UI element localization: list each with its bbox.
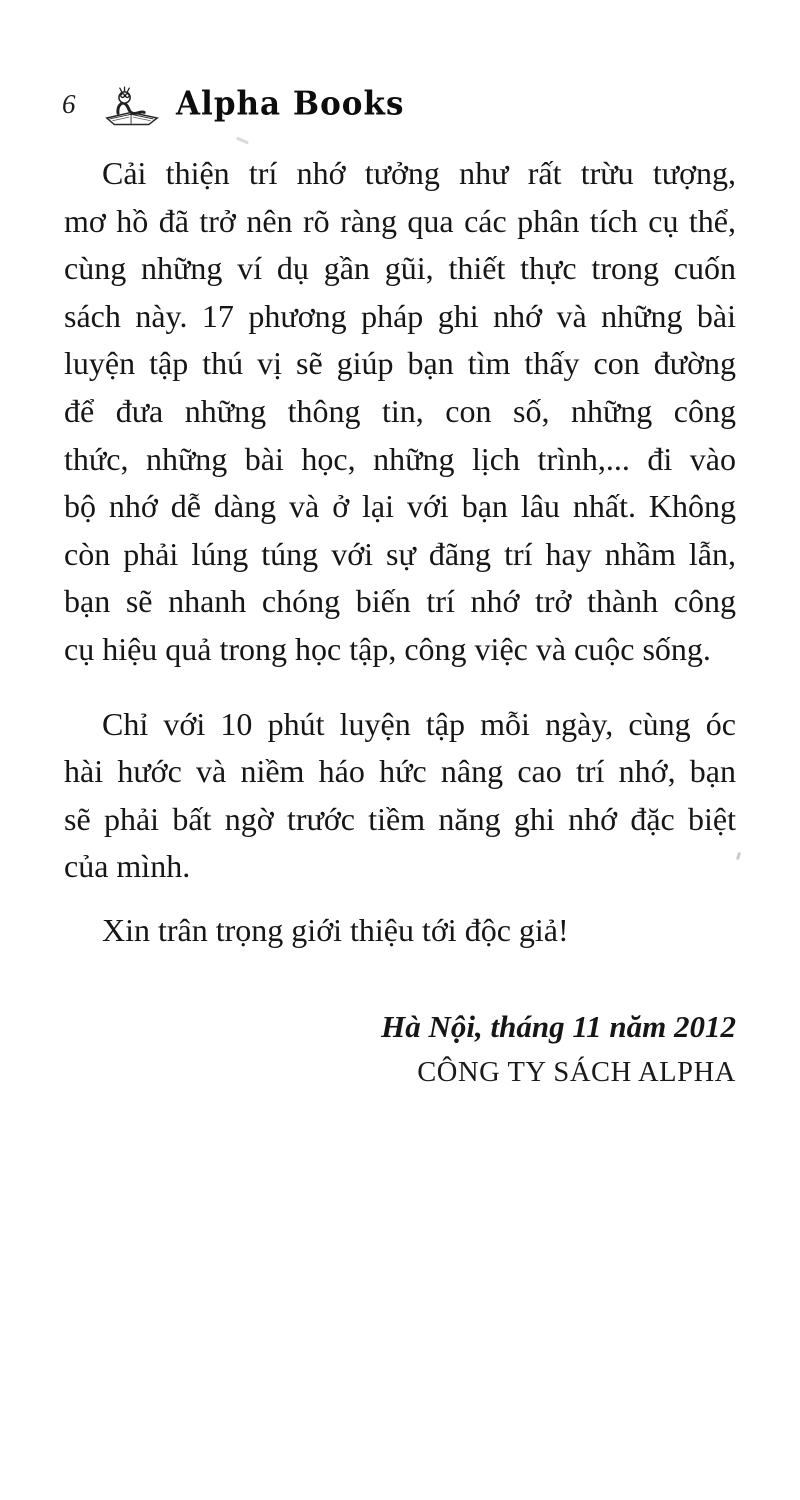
text-line: cùng những ví dụ gần gũi, thiết thực trong cuốn <box>64 250 736 287</box>
alpha-books-worm-logo-icon <box>104 81 160 127</box>
text-line: bạn sẽ nhanh chóng biến trí nhớ trở thành công <box>64 583 736 620</box>
page-number: 6 <box>62 88 76 119</box>
signoff-block <box>381 1004 736 1096</box>
text-line: sẽ phải bất ngờ trước tiềm năng ghi nhớ đặc biệt <box>64 800 736 837</box>
text-line: Xin trân trọng giới thiệu tới độc giả! <box>102 911 569 948</box>
body-text <box>64 150 736 955</box>
text-line: để đưa những thông tin, con số, những công <box>64 392 736 429</box>
text-line: của mình. <box>64 848 191 885</box>
scan-artifact <box>236 136 249 144</box>
text-line: bộ nhớ dễ dàng và ở lại với bạn lâu nhất. Không <box>64 488 736 525</box>
text-line: Cải thiện trí nhớ tưởng như rất trừu tượng, <box>102 155 736 191</box>
paragraph <box>64 907 736 955</box>
paragraph <box>64 701 736 891</box>
signoff-publisher: CÔNG TY SÁCH ALPHA <box>417 1057 736 1088</box>
text-line: còn phải lúng túng với sự đãng trí hay nhầm lẫn, <box>64 535 736 572</box>
page-header <box>62 80 738 128</box>
paragraph <box>64 150 736 674</box>
text-line: Chỉ với 10 phút luyện tập mỗi ngày, cùng óc <box>102 705 736 742</box>
text-line: mơ hồ đã trở nên rõ ràng qua các phân tích cụ thể, <box>64 202 736 239</box>
text-line: sách này. 17 phương pháp ghi nhớ và những bài <box>64 297 736 334</box>
text-line: hài hước và niềm háo hức nâng cao trí nhớ, bạn <box>64 753 736 790</box>
text-line: cụ hiệu quả trong học tập, công việc và cuộc sống. <box>64 630 711 667</box>
text-line: luyện tập thú vị sẽ giúp bạn tìm thấy con đường <box>64 345 736 382</box>
scan-artifact <box>736 852 741 861</box>
text-line: thức, những bài học, những lịch trình,... đi vào <box>64 440 736 477</box>
signoff-place-date: Hà Nội, tháng 11 năm 2012 <box>381 1009 736 1044</box>
brand-logotype: Alpha Books <box>176 85 405 123</box>
